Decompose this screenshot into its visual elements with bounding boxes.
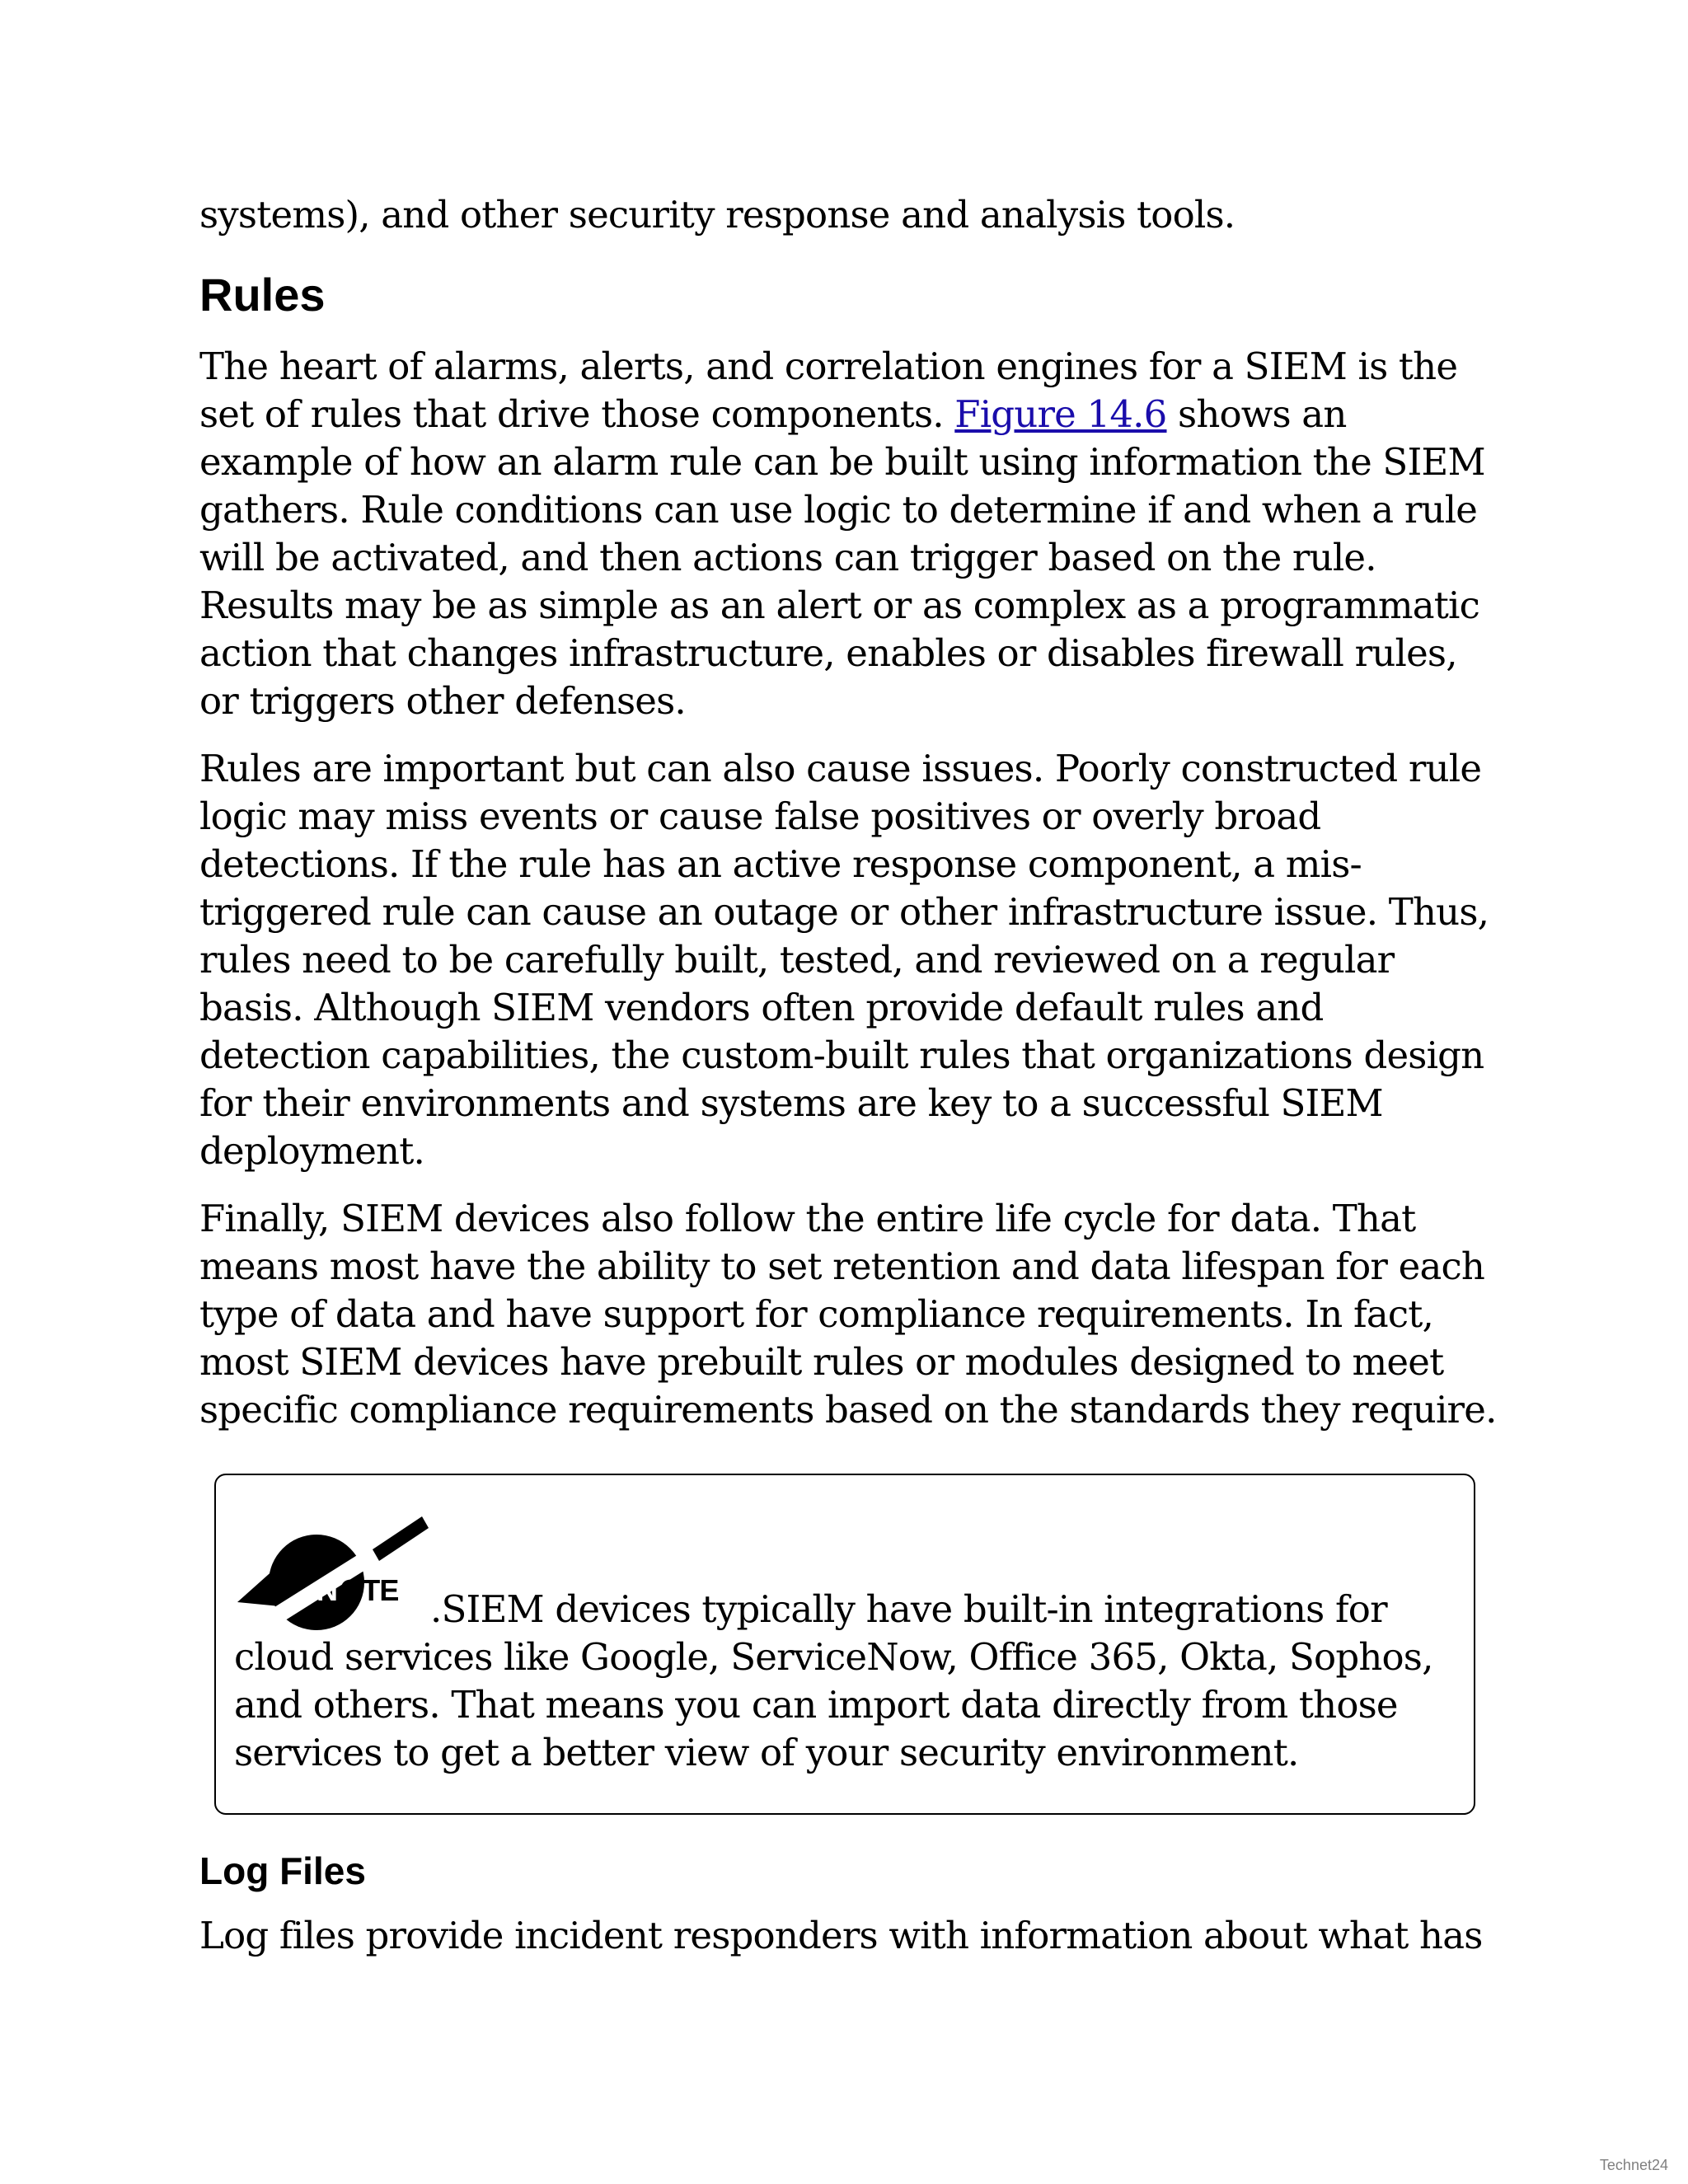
rules-paragraph-1-end: shows an example of how an alarm rule can be built using information the SIEM gathers. Rule conditions can use logic to determine if and when a rule will be activated, and then actions can trigger based on the rule. Results may be as simple as an alert or as complex as a programmatic action that changes infrastructure, enables or disables firewall rules, or triggers other defenses. — [199, 392, 1485, 723]
rules-heading: Rules — [199, 269, 326, 321]
intro-paragraph: systems), and other security response and analysis tools. — [199, 193, 1236, 237]
svg-text:ØTE: ØTE — [340, 1573, 399, 1607]
log-files-heading: Log Files — [199, 1849, 366, 1892]
svg-text:N: N — [316, 1573, 338, 1607]
page-content — [199, 191, 1502, 1980]
rules-paragraph-3: Finally, SIEM devices also follow the entire life cycle for data. That means most have the ability to set retention and data lifespan for each type of data and have support for compliance requirements. In fact, most SIEM devices have prebuilt rules or modules designed to meet specific compliance requirements based on the standards they require. — [199, 1197, 1497, 1432]
watermark: Technet24 — [1599, 2157, 1668, 2173]
rules-paragraph-2: Rules are important but can also cause issues. Poorly constructed rule logic may miss events or cause false positives or overly broad detections. If the rule has an active response component, a mis-triggered rule can cause an outage or other infrastructure issue. Thus, rules need to be carefully built, tested, and reviewed on a regular basis. Although SIEM vendors often provide default rules and detection capabilities, the custom-built rules that organizations design for their environments and systems are key to a successful SIEM deployment. — [199, 747, 1489, 1173]
note-paragraph — [234, 1510, 1444, 1777]
log-files-paragraph: Log files provide incident responders with information about what has — [199, 1914, 1483, 1957]
rules-paragraph-1 — [199, 343, 1502, 725]
note-box — [214, 1474, 1475, 1815]
note-icon — [234, 1510, 432, 1633]
note-text: .SIEM devices typically have built-in integrations for cloud services like Google, ServiceNow, Office 365, Okta, Sophos, and others. That means you can import data directly from those services to get a better view of your security environment. — [234, 1587, 1433, 1774]
figure-14-6-link[interactable]: Figure 14.6 — [954, 392, 1167, 436]
rules-paragraph-1-start: The heart of alarms, alerts, and correlation engines for a SIEM is the set of rules that drive those components. — [199, 344, 1458, 436]
